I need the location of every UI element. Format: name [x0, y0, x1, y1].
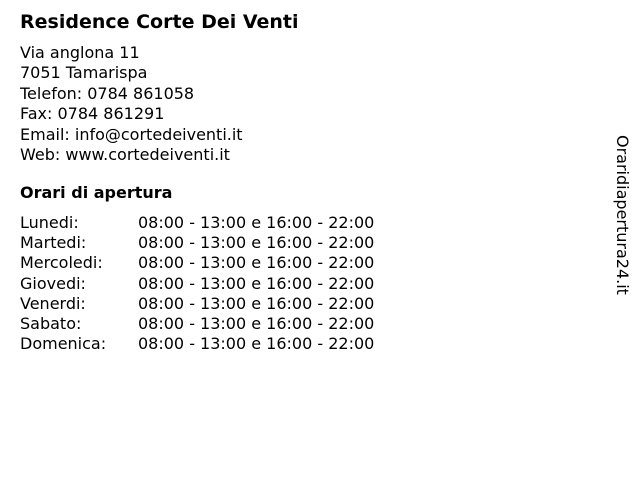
time-range: 08:00 - 13:00 e 16:00 - 22:00 — [138, 334, 375, 354]
time-range: 08:00 - 13:00 e 16:00 - 22:00 — [138, 293, 375, 313]
time-range: 08:00 - 13:00 e 16:00 - 22:00 — [138, 273, 375, 293]
fax-number: Fax: 0784 861291 — [20, 104, 165, 124]
business-name: Residence Corte Dei Venti — [20, 11, 299, 33]
site-watermark: Oraridiapertura24.it — [613, 135, 632, 295]
day-label: Domenica: — [20, 334, 107, 354]
opening-hours-title: Orari di apertura — [20, 183, 173, 202]
website-address: Web: www.cortedeiventi.it — [20, 145, 230, 165]
day-label: Mercoledi: — [20, 253, 103, 273]
time-range: 08:00 - 13:00 e 16:00 - 22:00 — [138, 253, 375, 273]
day-label: Giovedi: — [20, 273, 86, 293]
time-range: 08:00 - 13:00 e 16:00 - 22:00 — [138, 213, 375, 232]
address-city: 7051 Tamarispa — [20, 63, 148, 83]
address-street: Via anglona 11 — [20, 43, 140, 62]
email-address: Email: info@cortedeiventi.it — [20, 124, 243, 144]
phone-number: Telefon: 0784 861058 — [20, 83, 195, 103]
day-label: Sabato: — [20, 313, 82, 333]
day-label: Lunedi: — [20, 213, 79, 232]
time-range: 08:00 - 13:00 e 16:00 - 22:00 — [138, 233, 375, 253]
day-label: Venerdi: — [20, 293, 86, 313]
contact-info — [20, 43, 243, 165]
time-range: 08:00 - 13:00 e 16:00 - 22:00 — [138, 313, 375, 333]
day-label: Martedi: — [20, 233, 87, 253]
